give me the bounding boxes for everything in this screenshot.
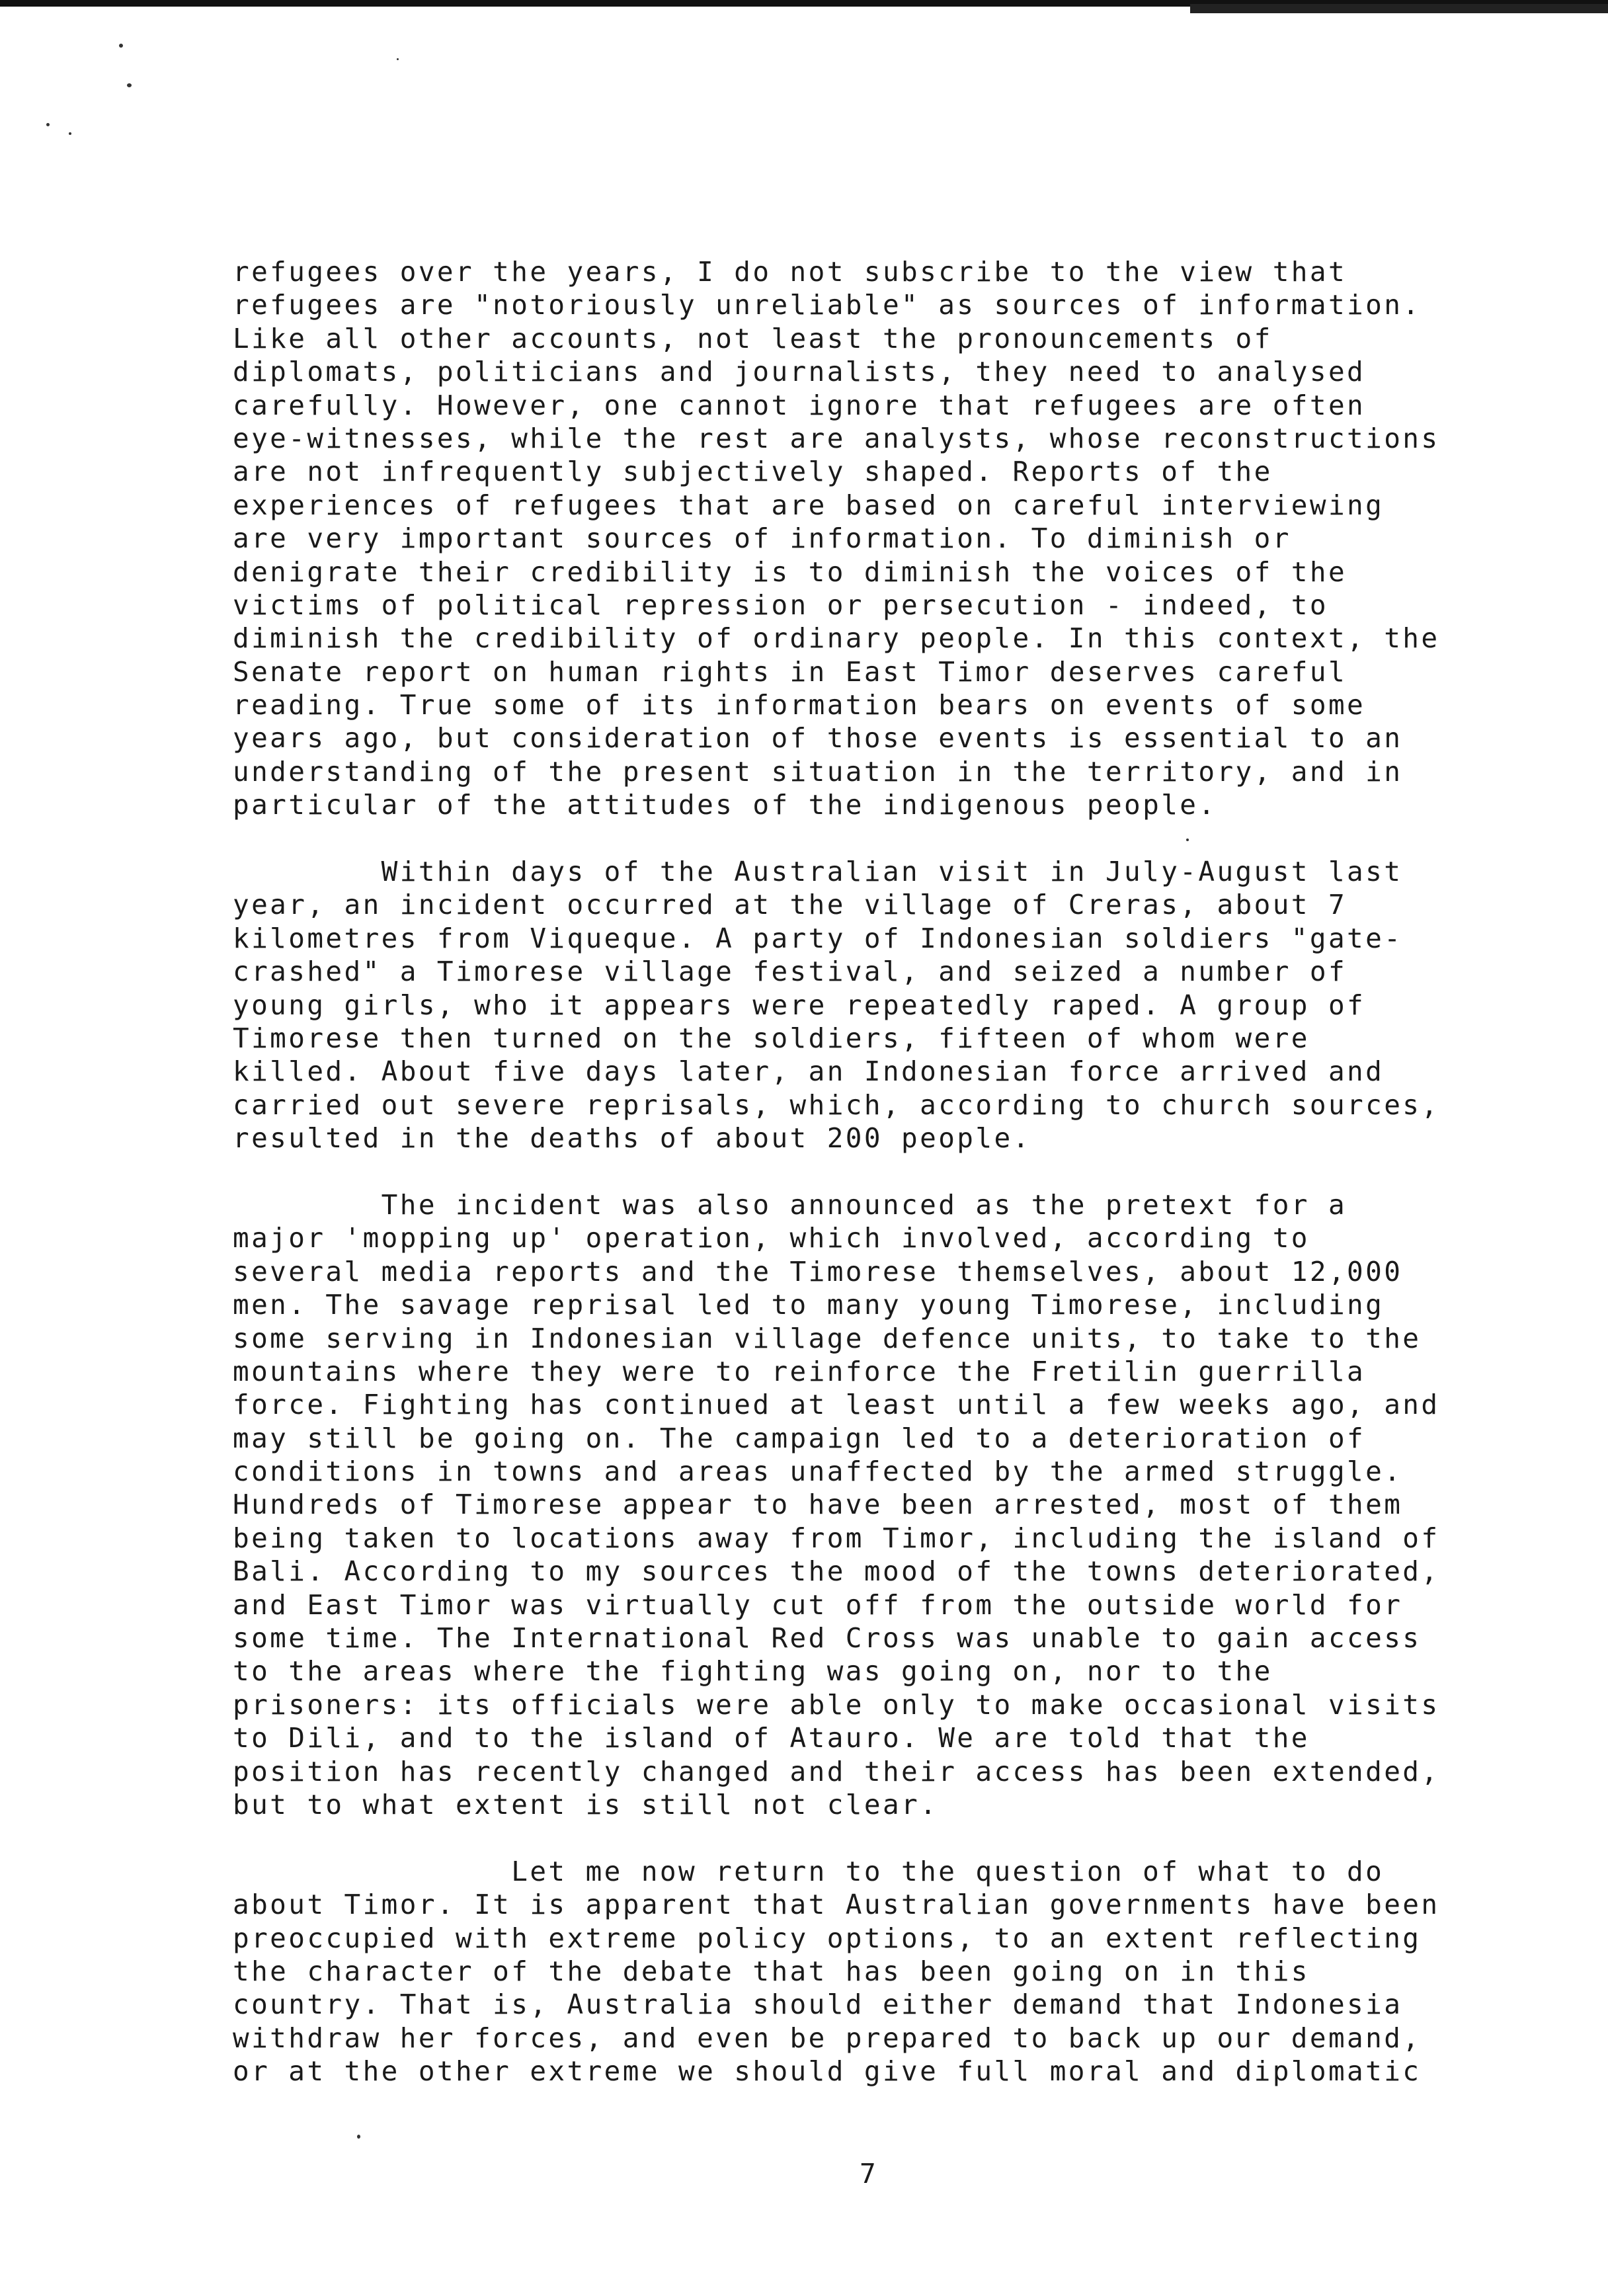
text-line: to Dili, and to the island of Atauro. We are told that the xyxy=(233,1722,1310,1754)
text-line: year, an incident occurred at the village of Creras, about 7 xyxy=(233,889,1347,921)
text-line: being taken to locations away from Timor, including the island of xyxy=(233,1522,1440,1554)
scan-speck xyxy=(69,132,71,135)
text-line: experiences of refugees that are based on careful interviewing xyxy=(233,489,1385,521)
text-line: men. The savage reprisal led to many young Timorese, including xyxy=(233,1289,1385,1321)
text-line: Hundreds of Timorese appear to have been arrested, most of them xyxy=(233,1489,1403,1521)
text-line: the character of the debate that has been going on in this xyxy=(233,1955,1310,1987)
text-line: eye-witnesses, while the rest are analysts, whose reconstructions xyxy=(233,422,1440,454)
text-line: several media reports and the Timorese themselves, about 12,000 xyxy=(233,1255,1403,1288)
paragraph-creras-incident xyxy=(233,855,1522,1155)
text-line: prisoners: its officials were able only to make occasional visits xyxy=(233,1688,1440,1721)
text-line: country. That is, Australia should either demand that Indonesia xyxy=(233,1988,1403,2021)
text-line: refugees over the years, I do not subscribe to the view that xyxy=(233,256,1347,288)
text-line: position has recently changed and their access has been extended, xyxy=(233,1755,1440,1787)
text-line: years ago, but consideration of those events is essential to an xyxy=(233,722,1403,755)
text-line: may still be going on. The campaign led to a deterioration of xyxy=(233,1422,1366,1454)
paragraph-policy-options xyxy=(233,1855,1522,2088)
scan-speck xyxy=(357,2135,360,2139)
text-line: Like all other accounts, not least the pronouncements of xyxy=(233,322,1273,354)
text-line: preoccupied with extreme policy options, to an extent reflecting xyxy=(233,1922,1422,1954)
text-line: reading. True some of its information bears on events of some xyxy=(233,689,1366,721)
text-line: some serving in Indonesian village defence units, to take to the xyxy=(233,1322,1422,1354)
text-line: diminish the credibility of ordinary people. In this context, the xyxy=(233,622,1440,655)
text-line: killed. About five days later, an Indonesian force arrived and xyxy=(233,1055,1385,1088)
scan-top-edge-shadow xyxy=(1190,4,1608,13)
text-line: Within days of the Australian visit in July-August last xyxy=(233,856,1403,888)
text-line: but to what extent is still not clear. xyxy=(233,1788,939,1821)
text-line: some time. The International Red Cross was unable to gain access xyxy=(233,1622,1422,1655)
text-line: Bali. According to my sources the mood of the towns deteriorated, xyxy=(233,1555,1440,1588)
text-line: Let me now return to the question of what to do xyxy=(233,1855,1385,1887)
scan-speck xyxy=(397,58,399,60)
text-line: crashed" a Timorese village festival, and seized a number of xyxy=(233,956,1347,988)
paragraph-gap xyxy=(233,1821,1522,1854)
text-line: are not infrequently subjectively shaped. Reports of the xyxy=(233,456,1273,488)
text-line: particular of the attitudes of the indigenous people. xyxy=(233,789,1217,821)
text-line: young girls, who it appears were repeatedly raped. A group of xyxy=(233,989,1366,1021)
text-line: force. Fighting has continued at least until a few weeks ago, and xyxy=(233,1389,1440,1421)
document-body xyxy=(233,255,1522,2088)
text-line: Senate report on human rights in East Timor deserves careful xyxy=(233,655,1347,688)
text-line: understanding of the present situation in the territory, and in xyxy=(233,755,1403,788)
scan-speck xyxy=(119,44,123,48)
paragraph-gap xyxy=(233,1155,1522,1188)
scan-speck xyxy=(46,123,50,126)
text-line: victims of political repression or persecution - indeed, to xyxy=(233,589,1328,621)
text-line: carefully. However, one cannot ignore that refugees are often xyxy=(233,389,1366,421)
text-line: or at the other extreme we should give full moral and diplomatic xyxy=(233,2055,1422,2088)
text-line: resulted in the deaths of about 200 people. xyxy=(233,1122,1031,1155)
text-line: conditions in towns and areas unaffected by the armed struggle. xyxy=(233,1456,1403,1488)
text-line: withdraw her forces, and even be prepared to back up our demand, xyxy=(233,2022,1422,2054)
text-line: The incident was also announced as the pretext for a xyxy=(233,1188,1347,1221)
text-line: kilometres from Viqueque. A party of Indonesian soldiers "gate- xyxy=(233,922,1403,954)
scan-speck xyxy=(127,83,132,87)
text-line: and East Timor was virtually cut off from the outside world for xyxy=(233,1588,1403,1621)
text-line: diplomats, politicians and journalists, they need to analysed xyxy=(233,356,1366,388)
text-line: Timorese then turned on the soldiers, fifteen of whom were xyxy=(233,1022,1310,1054)
text-line: mountains where they were to reinforce the Fretilin guerrilla xyxy=(233,1355,1366,1387)
text-line: refugees are "notoriously unreliable" as sources of information. xyxy=(233,289,1422,321)
paragraph-gap xyxy=(233,822,1522,855)
text-line: carried out severe reprisals, which, according to church sources, xyxy=(233,1088,1440,1121)
page-number: 7 xyxy=(860,2158,878,2190)
text-line: major 'mopping up' operation, which involved, according to xyxy=(233,1222,1310,1254)
text-line: to the areas where the fighting was going on, nor to the xyxy=(233,1655,1273,1688)
text-line: about Timor. It is apparent that Australian governments have been xyxy=(233,1889,1440,1921)
text-line: are very important sources of information. To diminish or xyxy=(233,522,1291,555)
paragraph-mopping-up-operation xyxy=(233,1188,1522,1821)
paragraph-refugees xyxy=(233,255,1522,822)
text-line: denigrate their credibility is to diminish the voices of the xyxy=(233,555,1347,588)
